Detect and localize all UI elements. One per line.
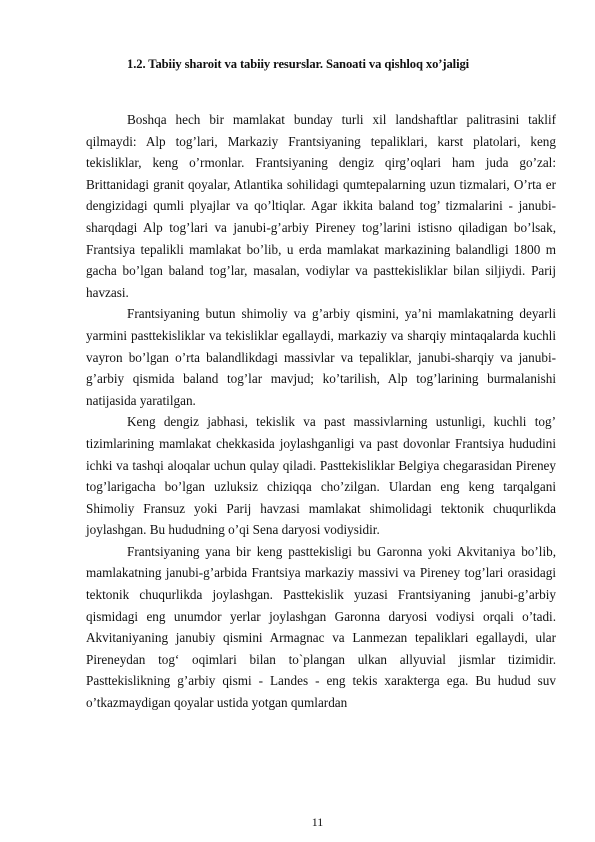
paragraph: Frantsiyaning yana bir keng pasttekisligi bu Garonna yoki Akvitaniya bo’lib, mamlakatning janubi-g’arbida Frantsiya markaziy massivi va Pireney tog’lari orasidagi tektonik chuqurlikda joylashgan. Pasttekislik yuzasi Frantsiyaning janubi-g’arbiy qismidagi eng unumdor yerlar joylashgan Garonna daryosi vodiysi orqali o’tadi. Akvitaniyaning janubiy qismini Armagnac va Lanmezan tepaliklari egallaydi, ular Pireneydan tog‘ oqimlari bilan to`plangan ulkan allyuvial jismlar tizimidir. Pasttekislikning g’arbiy qismi - Landes - eng tekis xarakterga ega. Bu hudud suv o’tkazmaydigan qoyalar ustida yotgan qumlardan xyxy=(86,543,556,711)
page-number: 11 xyxy=(311,815,324,829)
paragraph: Keng dengiz jabhasi, tekislik va past massivlarning ustunligi, kuchli tog’ tizimlarining mamlakat chekkasida joylashganligi va past dovonlar Frantsiya hududini ichki va tashqi aloqalar uchun qulay qiladi. Pasttekisliklar Belgiya chegarasidan Pireney tog’larigacha bo’lgan uzluksiz chiziqqa cho’zilgan. Ulardan eng keng tarqalgani Shimoliy Fransuz yoki Parij havzasi mamlakat shimolidagi tektonik chuqurlikda joylashgan. Bu hududning o’qi Sena daryosi vodiysidir. xyxy=(86,414,556,538)
paragraph: Boshqa hech bir mamlakat bunday turli xil landshaftlar palitrasini taklif qilmaydi: Alp tog’lari, Markaziy Frantsiyaning tepaliklari, karst platolari, keng tekisliklar, keng o’rmonlar. Frantsiyaning dengiz qirg’oqlari ham juda go’zal: Brittanidagi granit qoyalar, Atlantika sohilidagi qumtepalarning uzun tizmalari, O’rta er dengizidagi qumli plyajlar va qo’ltiqlar. Agar ikkita baland tog’ tizmalarini - janubi-sharqdagi Alp tog’lari va janubi-g’arbiy Pireney tog’larini istisno qiladigan bo’lsak, Frantsiya tepalikli mamlakat bo’lib, u erda mamlakat markazining balandligi 1800 m gacha bo’lgan baland tog’lar, masalan, vodiylar va pasttekisliklar bilan siljiydi. Parij havzasi. xyxy=(86,112,556,300)
section-heading: 1.2. Tabiiy sharoit va tabiiy resurslar. Sanoati va qishloq xo’jaligi xyxy=(127,57,470,71)
body-text xyxy=(86,109,556,714)
paragraph: Frantsiyaning butun shimoliy va g’arbiy qismini, ya’ni mamlakatning deyarli yarmini pasttekisliklar va tekisliklar egallaydi, markaziy va sharqiy mintaqalarda kuchli vayron bo’lgan o’rta balandlikdagi massivlar va tepaliklar, janubi-sharqiy va janubi-g’arbiy qismida baland tog’lar mavjud; ko’tarilish, Alp tog’larining burmalanishi natijasida yaratilgan. xyxy=(86,306,556,408)
